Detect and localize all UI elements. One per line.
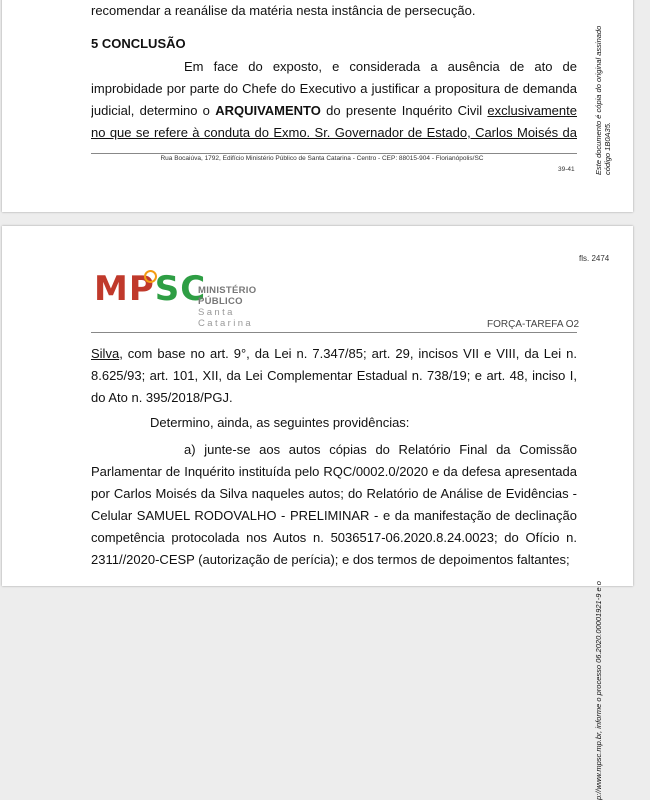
footer-divider xyxy=(91,153,577,154)
text-line: Determino, ainda, as seguintes providências: xyxy=(150,415,410,430)
text-line: do Ato n. 395/2018/PGJ. xyxy=(91,390,233,405)
underlined-line: no que se refere à conduta do Exmo. Sr. Governador de Estado, Carlos Moisés da xyxy=(91,125,577,140)
folio-number: fls. 2474 xyxy=(579,254,610,263)
side-certification-text xyxy=(594,26,612,175)
text-line: Celular SAMUEL RODOVALHO - PRELIMINAR - e da manifestação de declinação xyxy=(91,508,577,523)
text-line: a) junte-se aos autos cópias do Relatório Final da Comissão xyxy=(184,442,577,457)
section-heading: 5 CONCLUSÃO xyxy=(91,36,186,51)
logo-wordmark xyxy=(198,285,256,329)
task-force-label: FORÇA-TAREFA O2 xyxy=(487,319,580,330)
text-line xyxy=(91,343,577,365)
text-line xyxy=(91,100,577,122)
text-line: recomendar a reanálise da matéria nesta instância de persecução. xyxy=(91,3,476,18)
text-line: Parlamentar de Inquérito instituída pelo RQC/0002.0/2020 e da defesa apresentada xyxy=(91,464,577,479)
text-line: competência protocolada nos Autos n. 5036517-06.2020.8.24.0023; do Ofício n. xyxy=(91,530,577,545)
header-divider xyxy=(91,332,577,333)
underlined-term: exclusivamente xyxy=(487,103,577,118)
page-number: 39-41 xyxy=(558,166,575,173)
text-line: 2311//2020-CESP (autorização de perícia); e dos termos de depoimentos faltantes; xyxy=(91,552,570,567)
side-verification-text: p://www.mpsc.mp.br, informe o processo 06.2020.00001921-9 e o xyxy=(594,581,603,800)
text-fragment: do presente Inquérito Civil xyxy=(320,103,488,118)
continuation-paragraph xyxy=(91,343,577,409)
document-page-1 xyxy=(2,0,633,212)
text-line: 8.625/93; art. 101, XII, da Lei Complementar Estadual n. 738/19; e art. 48, inciso I, xyxy=(91,368,577,383)
text-fragment: judicial, determino o xyxy=(91,103,216,118)
determino-paragraph xyxy=(91,412,577,434)
logo-dot-icon xyxy=(144,270,157,283)
side-line: código 1B0A35. xyxy=(603,122,612,175)
logo-mp: MP xyxy=(94,269,155,309)
logo-line-2: Santa Catarina xyxy=(198,307,254,329)
mpsc-logo xyxy=(94,269,257,329)
item-a-paragraph xyxy=(91,439,577,571)
text-line: por Carlos Moisés da Silva naqueles autos; do Relatório de Análise de Evidências - xyxy=(91,486,577,501)
bold-term: ARQUIVAMENTO xyxy=(215,103,321,118)
conclusion-paragraph xyxy=(91,56,577,144)
text-line: improbidade por parte do Chefe do Executivo a justificar a propositura de demanda xyxy=(91,81,577,96)
logo-sc: SC xyxy=(154,269,207,309)
side-line: Este documento é cópia do original assinado xyxy=(594,25,603,175)
top-paragraph-end xyxy=(91,0,577,22)
document-page-2 xyxy=(2,226,633,800)
text-fragment: , com base no art. 9°, da Lei n. 7.347/85; art. 29, incisos VII e VIII, da Lei n. xyxy=(119,346,577,361)
text-line: Em face do exposto, e considerada a ausência de ato de xyxy=(184,59,577,74)
footer-address: Rua Bocaiúva, 1792, Edifício Ministério Público de Santa Catarina - Centro - CEP: 88015-904 - Florianópolis/SC xyxy=(160,155,484,162)
logo-line-1: MINISTÉRIO PÚBLICO xyxy=(198,285,257,307)
underlined-term: Silva xyxy=(91,346,120,361)
